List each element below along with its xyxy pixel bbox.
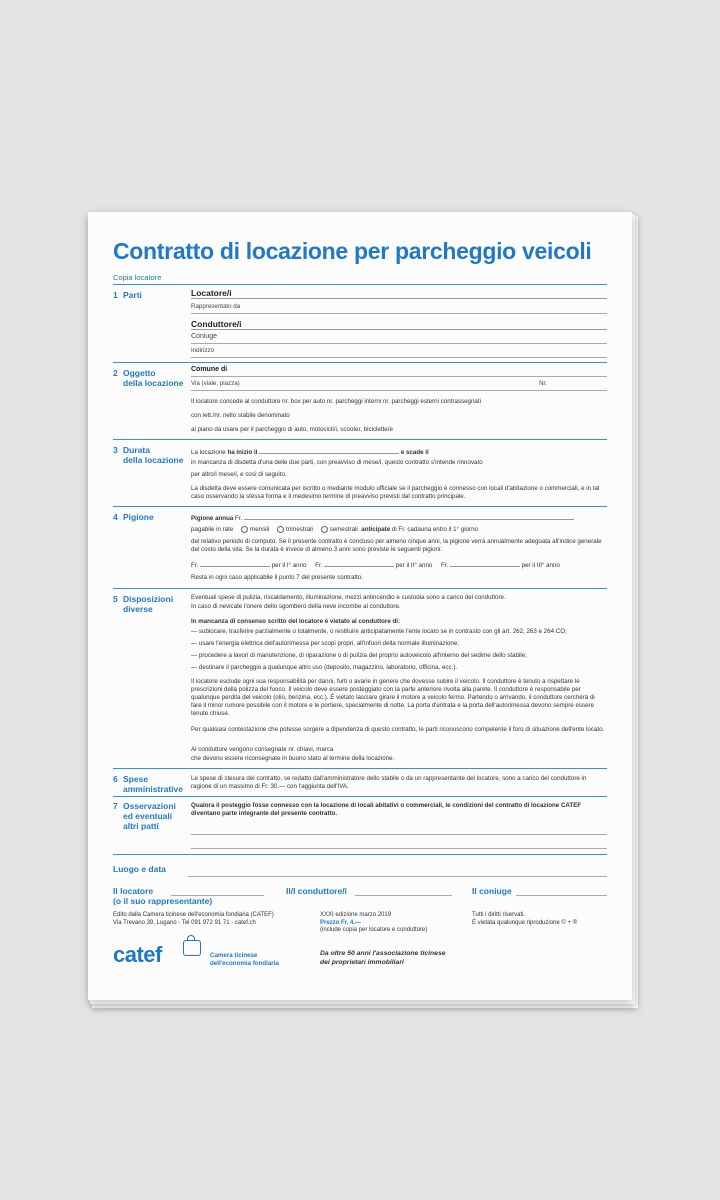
pigione-line-1: [191, 513, 607, 523]
chiavi-line: Al conduttore vengono consegnate nr. chiavi, marca: [191, 746, 334, 753]
pigione-annua-field[interactable]: [244, 513, 574, 520]
section-label: Oggetto: [123, 368, 156, 378]
logo-subtitle: [210, 952, 279, 967]
riconsegna-line: che devono essere riconsegnate in buono stato al termine della locazione.: [191, 755, 395, 762]
section-label: Pigione: [123, 512, 154, 522]
section-4-heading: [113, 512, 189, 522]
durata-line-2: in mancanza di disdetta d'una delle due parti, con preavviso di mese/i, questo contratto s'intende rinnovato: [191, 459, 483, 466]
pigione-line-4: Resta in ogni caso applicabile il punto 7 del presente contratto.: [191, 574, 363, 581]
divider: [113, 796, 607, 797]
durata-end-label: e scade il: [400, 449, 429, 456]
coniuge-signature-label: Il coniuge: [472, 886, 512, 896]
osservazioni-field-2[interactable]: [191, 838, 607, 849]
anticipate-label: anticipate: [361, 526, 391, 534]
rappresentato-field[interactable]: [191, 303, 607, 314]
opt-trimestrali: trimestrali: [286, 526, 313, 534]
section-2-heading: [113, 368, 189, 388]
divieto-item: — sublocare, trasferire parzialmente o totalmente, o restituire anticipatamente l'ente locato se in contrasto con gli art. 262, 263 e 264 CO;: [191, 628, 567, 635]
via-field[interactable]: [191, 380, 607, 391]
catef-logo: catef: [113, 942, 162, 967]
edition-info: [320, 912, 427, 935]
spese-amministrative-text: Le spese di stesura del contratto, se redatto dall'amministratore dello stabile o da un rappresentante del locatore, sono a carico del conduttore in ragione di un massimo di Fr. 30.— con l'aggiunta dell'IVA.: [191, 775, 587, 790]
neve-paragraph: In caso di nevicate l'onere dello sgombero della neve incombe al conduttore.: [191, 603, 401, 610]
nr-label: Nr.: [539, 380, 547, 387]
coniuge-signature-field[interactable]: [516, 886, 607, 896]
divider: [113, 768, 607, 769]
section-label-2: della locazione: [123, 378, 184, 388]
responsabilita-paragraph: Il locatore esclude ogni sua responsabilità per danni, furti o avarie in genere che dovesse subire il veicolo. Il conduttore è tenuto a rispettare le prescrizioni della polizza del fuoco. Il veicolo deve essere posteggiato con la parte anteriore rivolta alla parete. Il conduttore è responsabile per qualunque perdita del veicolo (olio, benzina, ecc.). È vietato lasciare girare il motore a veicolo fermo. Partendo o arrivando, il conduttore cercherà di fare il minor rumore possibile con il motore e le portiere, specialmente di notte. La porta d'entrata e la porta dell'autorimessa devono sempre essere tenute chiuse.: [191, 678, 595, 717]
oggetto-line-1: Il locatore concede al conduttore nr. box per auto nr. parcheggi interni nr. parcheggi esterni contrassegnati: [191, 398, 481, 405]
opt-semestrali: semestrali: [329, 526, 358, 534]
copy-label: Copia locatore: [113, 273, 162, 282]
section-3-heading: [113, 445, 189, 465]
pigione-fr-label: Fr.: [235, 515, 243, 522]
divider: [113, 439, 607, 440]
section-5-heading: [113, 594, 189, 614]
section-label-2: ed eventuali: [123, 811, 173, 821]
opt-mensili: mensili: [250, 526, 270, 534]
pigione-annua-label: Pigione annua: [191, 515, 234, 522]
fr-2: Fr.: [315, 562, 323, 569]
pagabile-label: pagabile in rate: [191, 526, 234, 534]
divieto-item: — usare l'energia elettrica dell'autorimessa per scopi propri, all'infuori della normale illuminazione;: [191, 640, 460, 647]
logo-sub-line-1: Camera ticinese: [210, 952, 258, 959]
luogo-data-field[interactable]: [188, 866, 607, 877]
durata-text-a: La locazione: [191, 449, 226, 456]
publisher-line-2: Via Trevano 39, Lugano - Tel 091 972 91 71 - catef.ch: [113, 919, 256, 926]
logo-sub-line-2: dell'economia fondiaria: [210, 959, 279, 967]
section-label-2: diverse: [123, 604, 153, 614]
locatore-sig-line-1: Il locatore: [113, 886, 154, 896]
section-6-heading: [113, 774, 189, 794]
section-number: 1: [113, 290, 118, 300]
section-label: Parti: [123, 290, 142, 300]
section-number: 4: [113, 512, 118, 522]
durata-line-1: [191, 447, 607, 457]
rights-line-2: È vietata qualunque riproduzione © + ®: [472, 919, 578, 926]
anno-2-label: per il II° anno: [395, 562, 433, 569]
section-number: 6: [113, 774, 118, 784]
fr-1: Fr.: [191, 562, 199, 569]
indirizzo-field[interactable]: [191, 347, 607, 358]
section-label-2: amministrative: [123, 784, 183, 794]
durata-start-label: ha inizio il: [227, 449, 258, 456]
price-note: (include copia per locatore e conduttore): [320, 927, 428, 933]
rappresentato-label: Rappresentato da: [191, 303, 241, 310]
via-label: Via (viale, piazza): [191, 380, 240, 387]
comune-field[interactable]: [191, 366, 607, 377]
radio-semestrali[interactable]: [321, 526, 328, 533]
divieto-item: — destinare il parcheggio a qualunque altro uso (deposito, magazzino, laboratorio, officina, ecc.).: [191, 664, 458, 671]
section-7-heading: [113, 801, 189, 831]
section-label: Disposizioni: [123, 594, 174, 604]
start-date-field[interactable]: [259, 447, 399, 454]
divider: [113, 506, 607, 507]
divider: [113, 854, 607, 855]
foro-paragraph: Per qualsiasi contestazione che potesse sorgere a dipendenza di questo contratto, le parti riconoscono competente il foro di situazione dell'ente locato.: [191, 726, 605, 733]
edition-label: XXXI edizione marzo 2019: [320, 912, 392, 918]
section-label: Osservazioni: [123, 801, 176, 811]
section-number: 7: [113, 801, 118, 811]
conduttore-signature-label: Il/I conduttore/i: [286, 886, 347, 896]
divider: [113, 588, 607, 589]
section-label: Spese: [123, 774, 149, 784]
luogo-data-label: Luogo e data: [113, 864, 166, 874]
section-number: 5: [113, 594, 118, 604]
radio-trimestrali[interactable]: [277, 526, 284, 533]
section-label-2: della locazione: [123, 455, 184, 465]
rights-line-1: Tutti i diritti riservati.: [472, 912, 526, 918]
radio-mensili[interactable]: [241, 526, 248, 533]
contract-document: [88, 212, 632, 1000]
section-number: 2: [113, 368, 118, 378]
publisher-line-1: Edito dalla Camera ticinese dell'economia fondiaria (CATEF): [113, 912, 274, 918]
coniuge-label: Coniuge: [191, 333, 218, 340]
spese-paragraph: Eventuali spese di pulizia, riscaldamento, illuminazione, mezzi antincendio e custodia sono a carico del conduttore.: [191, 594, 506, 601]
fr-3: Fr.: [440, 562, 449, 569]
divider: [113, 362, 607, 363]
publisher-info: [113, 912, 274, 927]
divieti-heading: In mancanza di consenso scritto del locatore è vietato al conduttore di:: [191, 618, 401, 625]
section-number: 3: [113, 445, 118, 455]
indirizzo-label: Indirizzo: [191, 347, 215, 354]
anno-2-field[interactable]: [324, 560, 394, 567]
house-speech-icon: [183, 940, 201, 956]
divider: [113, 284, 607, 285]
osservazioni-text: Qualora il posteggio fosse connesso con la locazione di locali abitativi o commerciali, le condizioni del contratto di locazione CATEF diventano parte integrante del presente contratto.: [191, 802, 582, 817]
locatore-label: Locatore/i: [191, 288, 232, 298]
anno-1-field[interactable]: [200, 560, 270, 567]
locatore-sig-line-2: (o il suo rappresentante): [113, 896, 213, 906]
section-1-heading: [113, 290, 189, 300]
anno-1-label: per il I° anno: [271, 562, 307, 569]
slogan-line-2: dei proprietari immobiliari: [320, 959, 404, 966]
slogan-line-1: Da oltre 50 anni l'associazione ticinese: [320, 950, 446, 957]
pigione-line-3: del relativo periodo di computo. Se il presente contratto è concluso per almeno cinque anni, la pigione verrà annualmente adeguata all'indice generale del costo della vita. Se la durata è invece di almeno 3 anni sono previste le seguenti pigioni:: [191, 538, 602, 553]
durata-line-3: per altro/i mese/i, e così di seguito.: [191, 471, 287, 478]
osservazioni-field-1[interactable]: [191, 824, 607, 835]
conduttore-label: Conduttore/i: [191, 319, 242, 329]
conduttore-field[interactable]: [191, 319, 607, 330]
comune-label: Comune di: [191, 366, 228, 373]
section-label-3: altri patti: [123, 821, 159, 831]
anno-3-label: per il III° anno: [521, 562, 560, 569]
rights-info: [472, 912, 577, 927]
coniuge-field[interactable]: [191, 333, 607, 344]
conduttore-signature-field[interactable]: [355, 886, 452, 896]
document-title: Contratto di locazione per parcheggio veicoli: [113, 238, 592, 264]
oggetto-line-2: con lett./nr. nello stabile denominato: [191, 412, 290, 419]
anno-3-field[interactable]: [450, 560, 520, 567]
pigione-anni: [191, 560, 607, 570]
locatore-signature-field[interactable]: [171, 886, 264, 896]
rata-text: di Fr. cadauna entro il 1° giorno: [391, 526, 478, 534]
locatore-field[interactable]: [191, 288, 607, 299]
slogan: [320, 949, 446, 967]
divieto-item: — procedere a lavori di manutenzione, di riparazione o di pulizia del proprio autoveicolo all'interno del sedime dello stabile;: [191, 652, 527, 659]
price-label: Prezzo Fr. 4.—: [320, 919, 362, 926]
section-label: Durata: [123, 445, 150, 455]
oggetto-line-3: al piano da usare per il parcheggio di auto, motocicli/i, scooter, biciclette/e: [191, 426, 393, 433]
pigione-line-2: [191, 526, 607, 534]
durata-line-4: La disdetta deve essere comunicata per iscritto o mediante modulo ufficiale se il parcheggio è connesso con locali d'abitazione o commerciali, e in tal caso osservando la stessa forma e il medesimo termine di preavviso previsti dal contratto principale.: [191, 485, 600, 500]
